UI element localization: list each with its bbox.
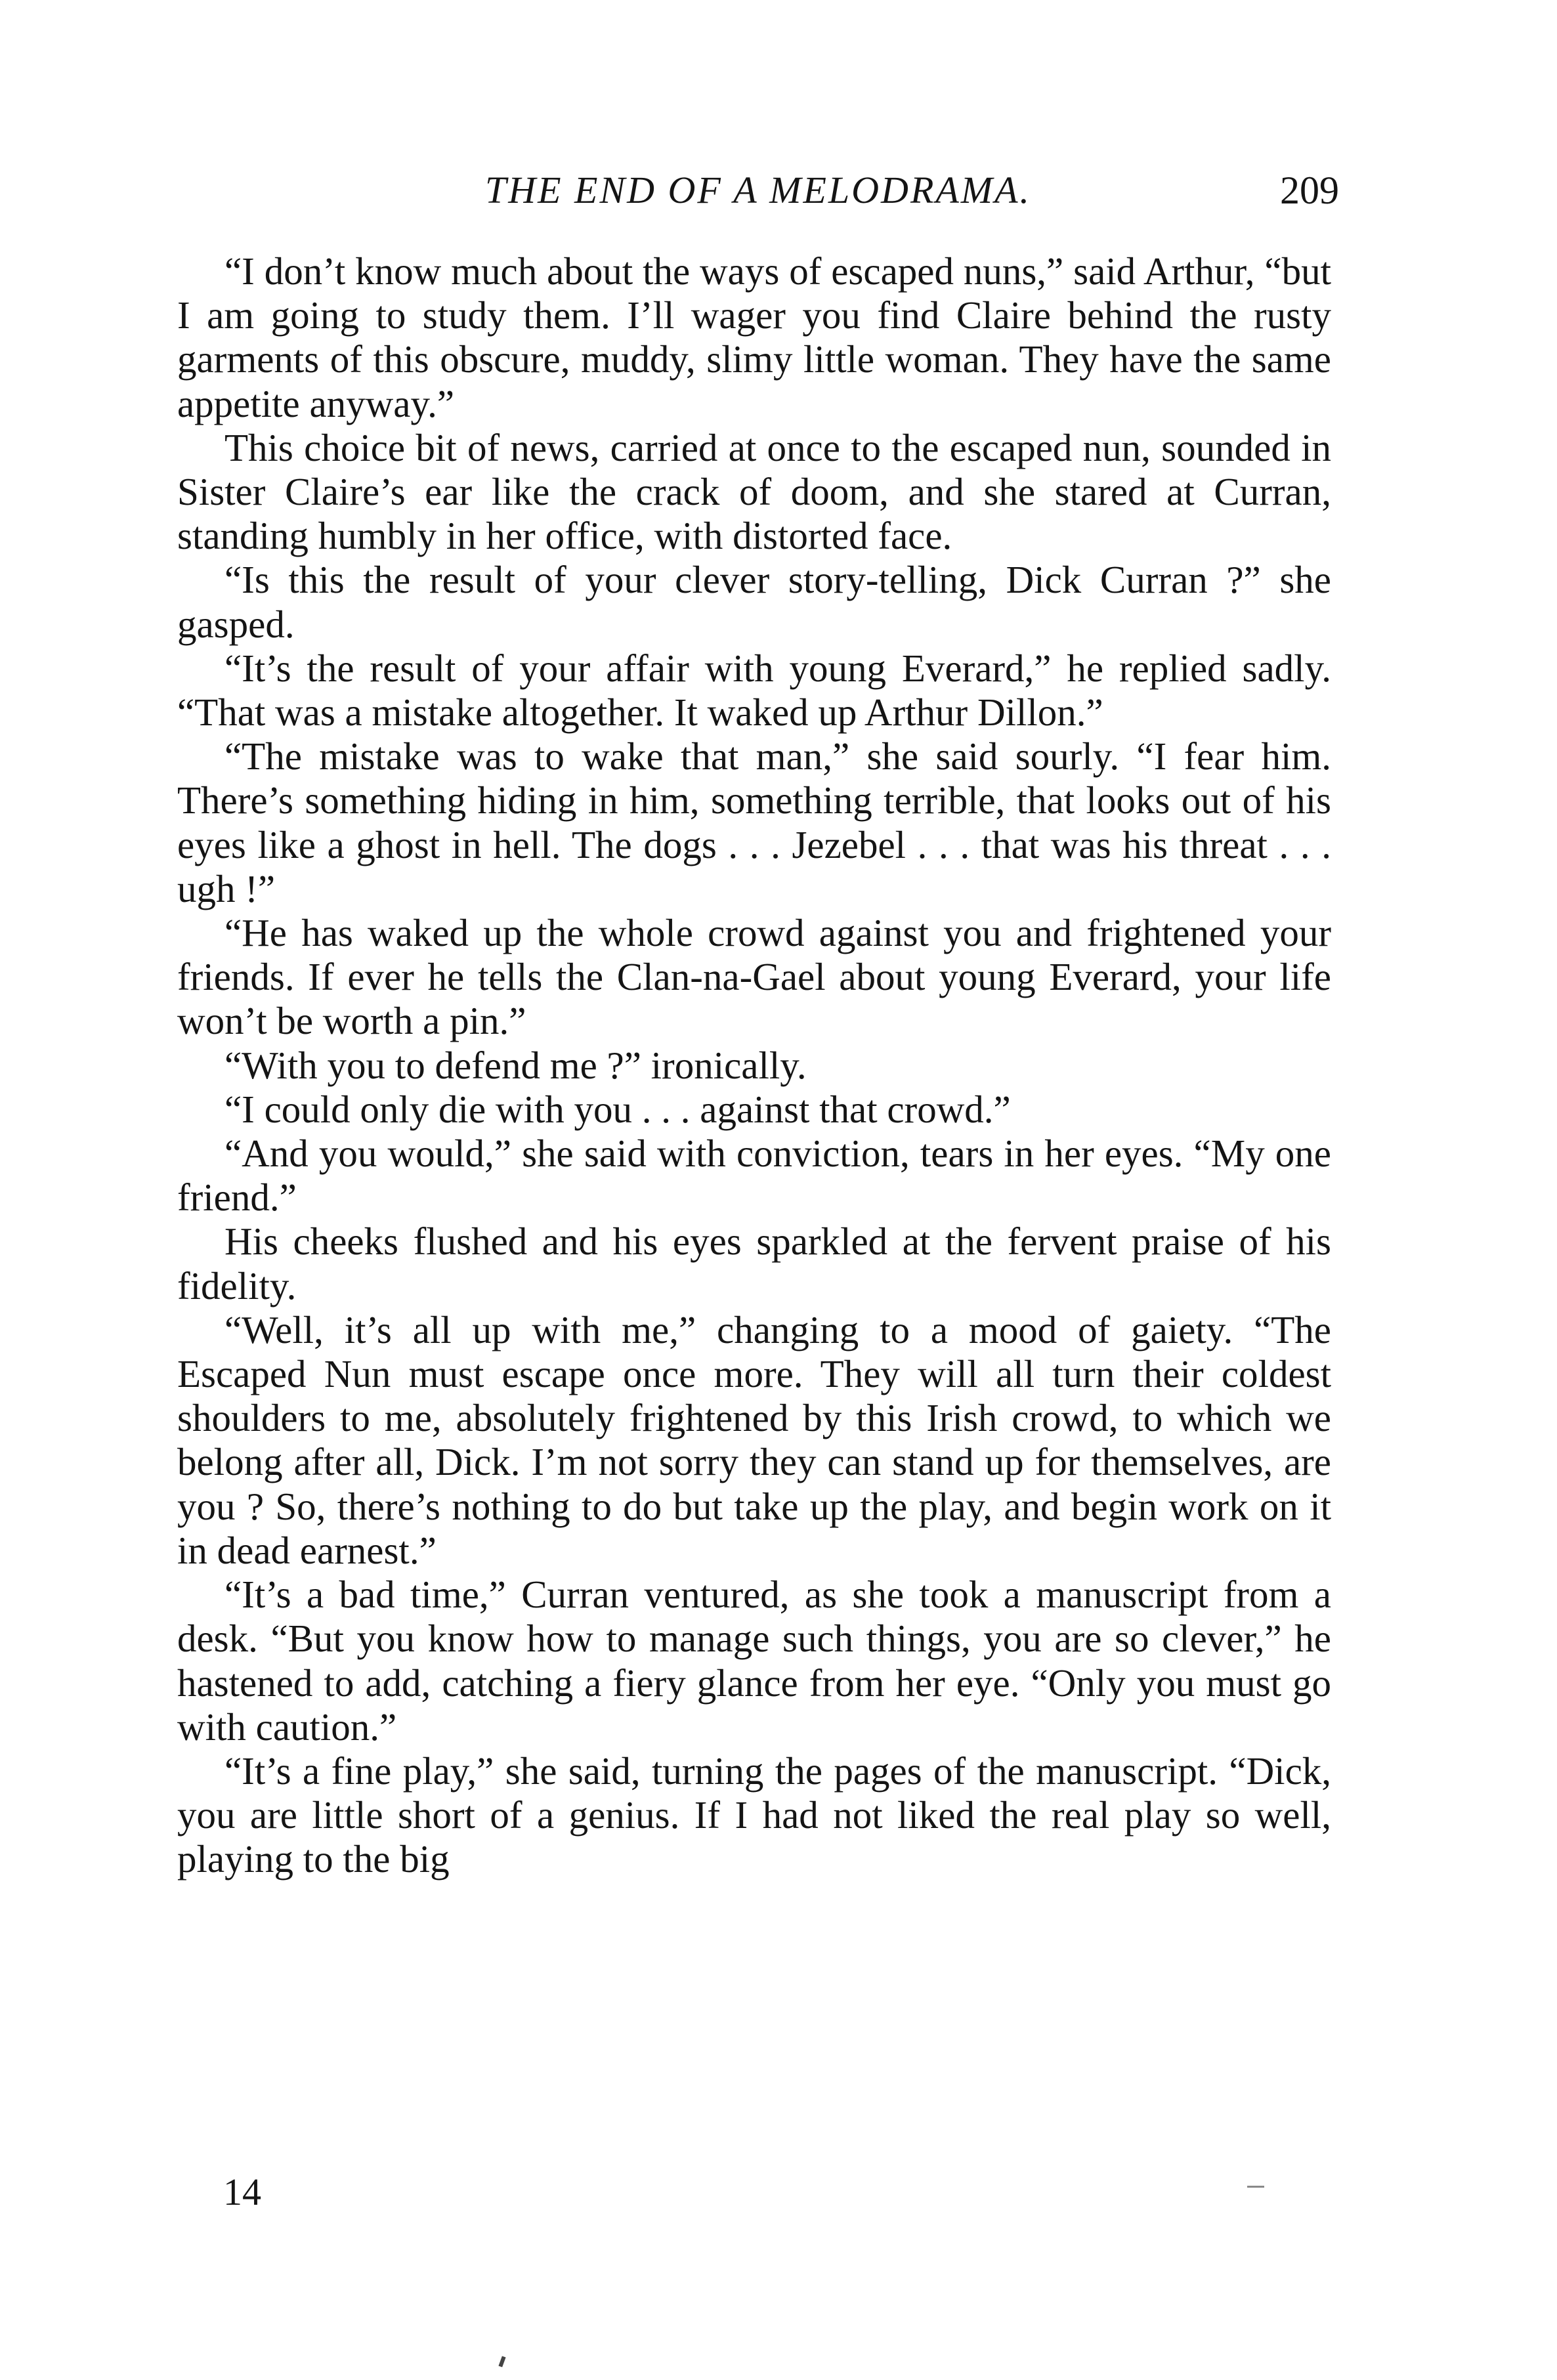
- running-title: THE END OF A MELODRAMA.: [484, 169, 1032, 211]
- body-text: [177, 249, 1331, 1882]
- paragraph: “I could only die with you . . . against that crowd.”: [224, 1087, 1011, 1131]
- paragraph: “It’s the result of your affair with young Everard,” he replied sadly. “That was a mistake altogether. It waked up Arthur Dillon.”: [177, 646, 1331, 734]
- signature-mark: 14: [223, 2171, 261, 2213]
- paragraph: “And you would,” she said with conviction, tears in her eyes. “My one friend.”: [177, 1132, 1331, 1220]
- paragraph: “Is this the result of your clever story-telling, Dick Curran ?” she gasped.: [177, 558, 1331, 646]
- paragraph: “It’s a fine play,” she said, turning the pages of the manuscript. “Dick, you are little short of a genius. If I had not liked the real play so well, playing to the big: [177, 1749, 1331, 1881]
- running-head: [177, 164, 1339, 217]
- paragraph: “He has waked up the whole crowd against you and frightened your friends. If ever he tells the Clan-na-Gael about young Everard, your life won’t be worth a pin.”: [177, 911, 1331, 1043]
- paragraph: “Well, it’s all up with me,” changing to a mood of gaiety. “The Escaped Nun must escape once more. They will all turn their coldest shoulders to me, absolutely frightened by this Irish crowd, to which we belong after all, Dick. I’m not sorry they can stand up for themselves, are you ? So, there’s nothing to do but take up the play, and begin work on it in dead earnest.”: [177, 1307, 1331, 1572]
- paragraph: His cheeks flushed and his eyes sparkled at the fervent praise of his fidelity.: [177, 1220, 1331, 1307]
- paragraph: This choice bit of news, carried at once to the escaped nun, sounded in Sister Claire’s ear like the crack of doom, and she stared at Curran, standing humbly in her office, with distorted face.: [177, 425, 1331, 558]
- ink-speck: [498, 2356, 505, 2367]
- paragraph: “The mistake was to wake that man,” she said sourly. “I fear him. There’s something hiding in him, something terrible, that looks out of his eyes like a ghost in hell. The dogs . . . Jezebel . . . that was his threat . . . ugh !”: [177, 734, 1331, 910]
- paragraph: “With you to defend me ?” ironically.: [224, 1043, 807, 1087]
- ink-speck: [1247, 2186, 1264, 2188]
- paragraph: “I don’t know much about the ways of escaped nuns,” said Arthur, “but I am going to study them. I’ll wager you find Claire behind the rusty garments of this obscure, muddy, slimy little woman. They have the same appetite anyway.”: [177, 249, 1331, 425]
- page-number: 209: [1280, 169, 1339, 212]
- paragraph: “It’s a bad time,” Curran ventured, as she took a manuscript from a desk. “But you know how to manage such things, you are so clever,” he hastened to add, catching a fiery glance from her eye. “Only you must go with caution.”: [177, 1573, 1331, 1749]
